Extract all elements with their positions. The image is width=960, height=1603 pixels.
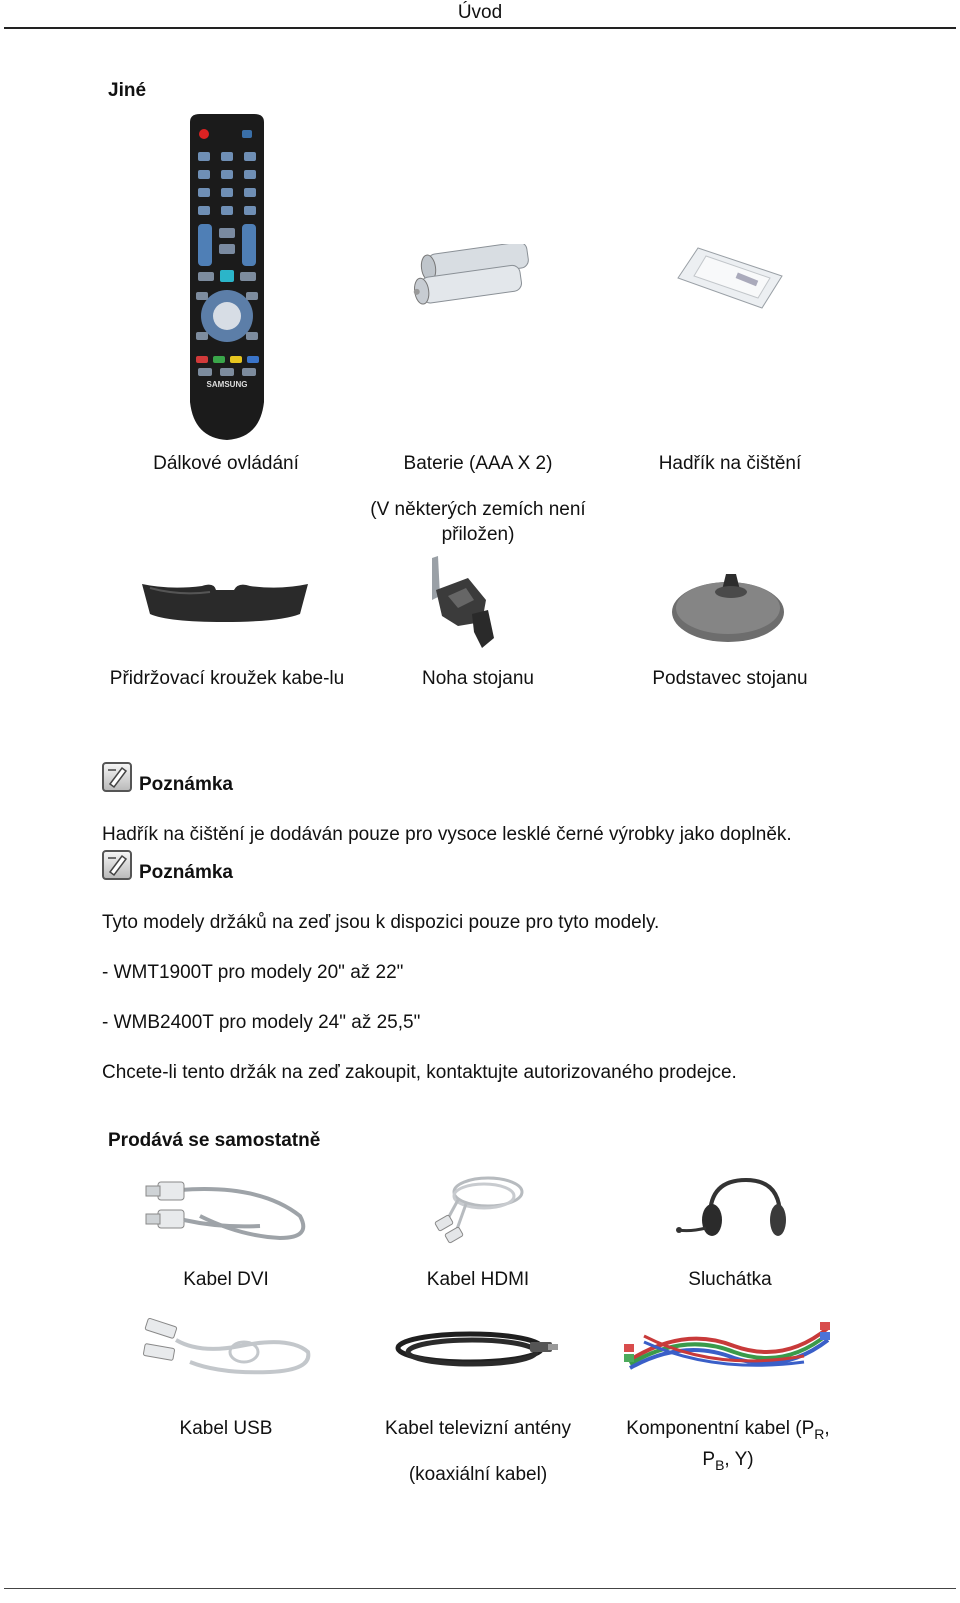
caption-stand-base: Podstavec stojanu bbox=[652, 668, 808, 689]
dvi-cable-image bbox=[140, 1176, 316, 1248]
stand-base-image bbox=[670, 572, 786, 642]
caption-component-main: Komponentní kabel (P bbox=[626, 1418, 815, 1439]
caption-cable-ring bbox=[104, 666, 350, 691]
component-cable-image bbox=[624, 1316, 834, 1376]
subscript-b: B bbox=[715, 1456, 725, 1473]
cleaning-cloth-image bbox=[676, 246, 784, 310]
note-title: Poznámka bbox=[139, 862, 233, 883]
caption-batteries-note: (V některých zemích není přiložen) bbox=[370, 499, 586, 545]
caption-component-rest: , Y) bbox=[724, 1448, 754, 1470]
hdmi-cable-image bbox=[430, 1170, 526, 1246]
subscript-r: R bbox=[814, 1425, 825, 1442]
coaxial-cable-image bbox=[392, 1326, 562, 1374]
note-line: Chcete-li tento držák na zeď zakoupit, kontaktujte autorizovaného prodejce. bbox=[102, 1062, 737, 1083]
note-icon bbox=[102, 762, 132, 792]
caption-stand-neck: Noha stojanu bbox=[422, 668, 534, 689]
usb-cable-image bbox=[140, 1318, 316, 1380]
caption-cable-ring-text: Přidržovací kroužek kabe-lu bbox=[109, 668, 345, 689]
note-line: - WMT1900T pro modely 20" až 22" bbox=[102, 962, 404, 983]
batteries-image bbox=[412, 244, 546, 306]
caption-coaxial-sub: (koaxiální kabel) bbox=[408, 1464, 548, 1485]
remote-control-image bbox=[184, 112, 270, 442]
caption-hdmi: Kabel HDMI bbox=[426, 1269, 530, 1290]
caption-component-sep: , bbox=[824, 1418, 830, 1439]
caption-coaxial: Kabel televizní antény bbox=[385, 1418, 571, 1439]
caption-headphones: Sluchátka bbox=[688, 1269, 772, 1290]
page-header: Úvod bbox=[457, 2, 503, 23]
note-icon bbox=[102, 850, 132, 880]
footer-rule bbox=[4, 1588, 956, 1589]
header-rule bbox=[4, 27, 956, 29]
stand-neck-image bbox=[428, 556, 498, 650]
note-line: Tyto modely držáků na zeď jsou k dispozici pouze pro tyto modely. bbox=[102, 912, 660, 933]
note-text: Hadřík na čištění je dodáván pouze pro vysoce lesklé černé výrobky jako doplněk. bbox=[102, 824, 792, 845]
caption-cloth: Hadřík na čištění bbox=[658, 453, 802, 474]
caption-component bbox=[600, 1416, 856, 1478]
caption-dvi: Kabel DVI bbox=[183, 1269, 269, 1290]
caption-batteries: Baterie (AAA X 2) bbox=[403, 453, 553, 474]
headphones-image bbox=[676, 1176, 786, 1240]
remote-brand-label: SAMSUNG bbox=[206, 380, 248, 389]
caption-remote: Dálkové ovládání bbox=[153, 453, 299, 474]
cable-ring-image bbox=[140, 578, 310, 624]
section-title-other: Jiné bbox=[108, 80, 147, 101]
note-line: - WMB2400T pro modely 24" až 25,5" bbox=[102, 1012, 421, 1033]
section-title-sold-separately: Prodává se samostatně bbox=[108, 1130, 321, 1151]
note-title: Poznámka bbox=[139, 774, 233, 795]
caption-component-line2 bbox=[600, 1447, 856, 1478]
caption-component-line1 bbox=[600, 1416, 856, 1447]
caption-component-p: P bbox=[702, 1448, 716, 1470]
caption-usb: Kabel USB bbox=[179, 1418, 273, 1439]
